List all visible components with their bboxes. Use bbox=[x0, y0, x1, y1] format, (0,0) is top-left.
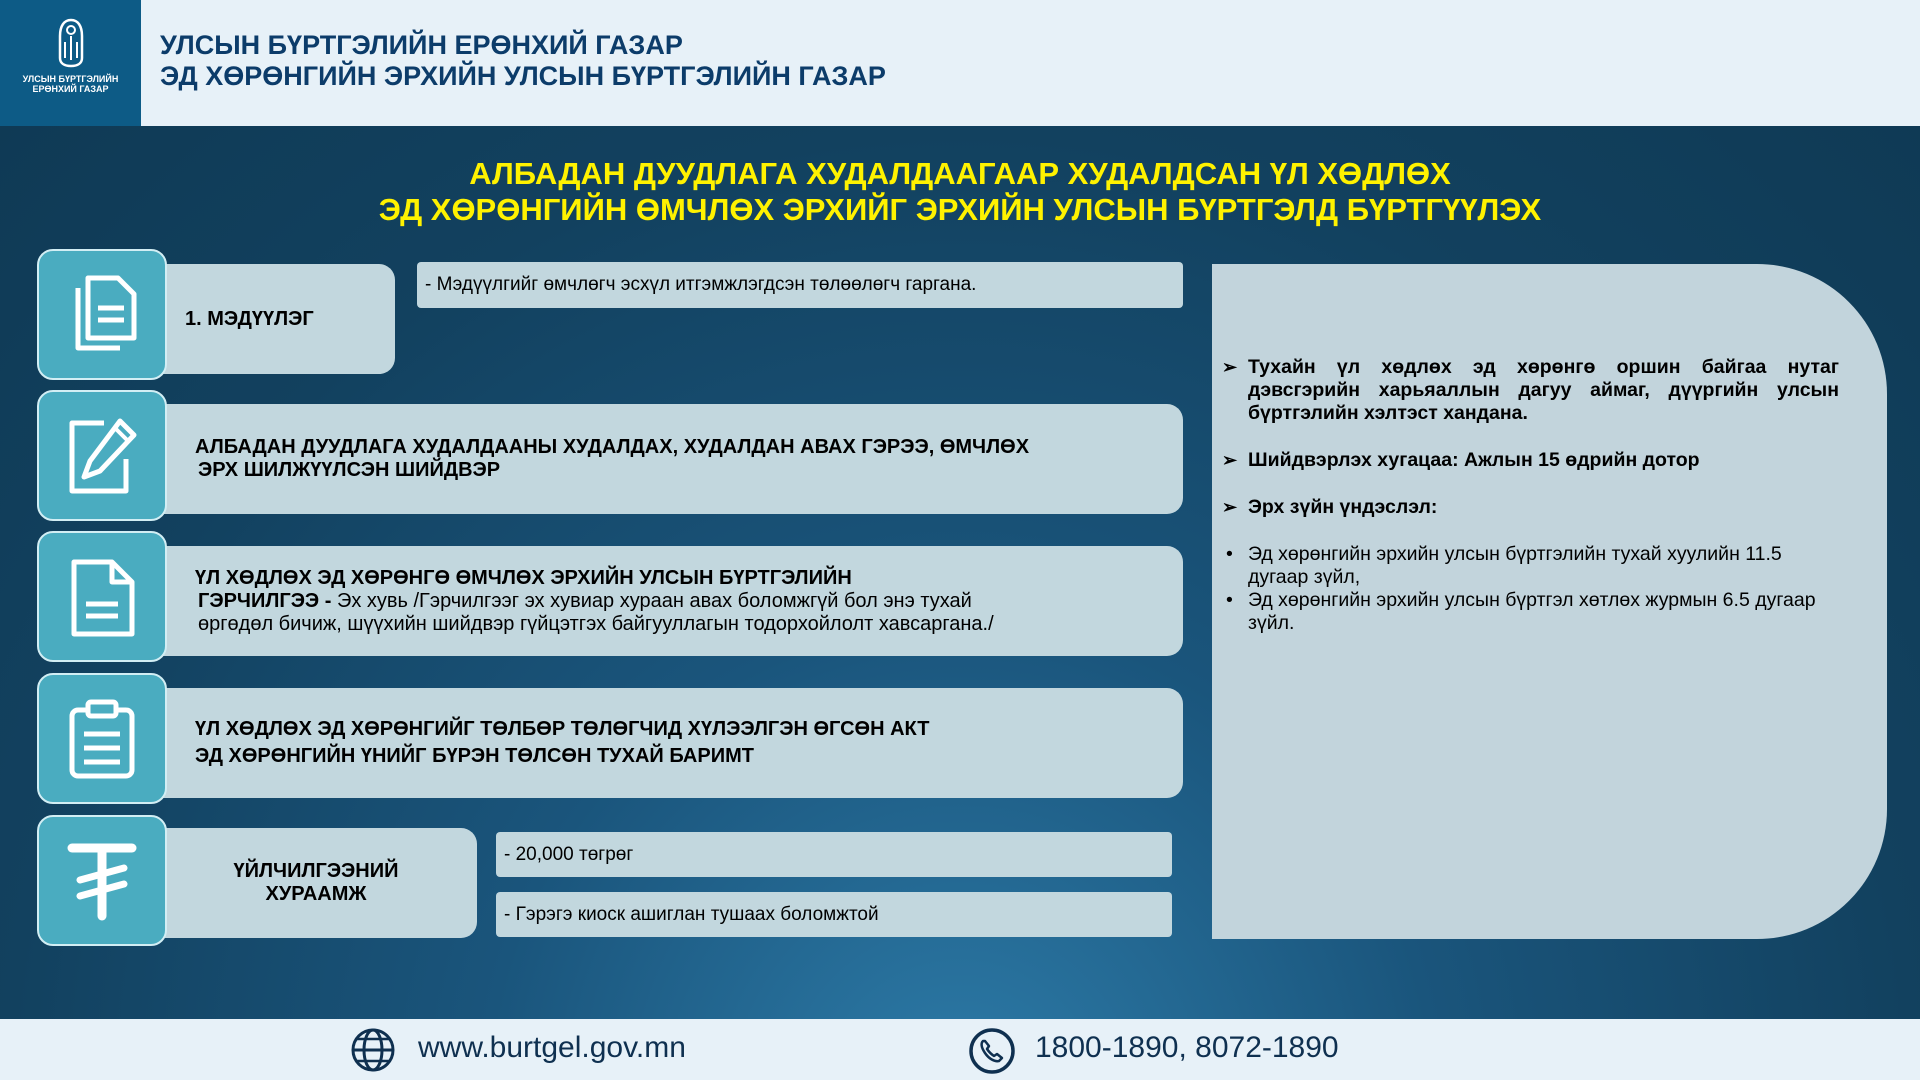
organization-names bbox=[160, 30, 886, 92]
tugrik-icon bbox=[64, 840, 140, 922]
row4-line2: ЭД ХӨРӨНГИЙН ҮНИЙГ БҮРЭН ТӨЛСӨН ТУХАЙ БАРИМТ bbox=[195, 745, 754, 767]
row2-line2: ЭРХ ШИЛЖҮҮЛСЭН ШИЙДВЭР bbox=[198, 459, 501, 481]
org-name-1: УЛСЫН БҮРТГЭЛИЙН ЕРӨНХИЙ ГАЗАР bbox=[160, 30, 683, 60]
phone-icon bbox=[968, 1027, 1016, 1075]
kiosk-note: - Гэрэгэ киоск ашиглан тушаах боломжтой bbox=[496, 892, 1172, 937]
row5-label-line1: ҮЙЛЧИЛГЭЭНИЙ bbox=[233, 860, 399, 882]
row2-box bbox=[155, 404, 1183, 514]
service-fee: - 20,000 төгрөг bbox=[496, 832, 1172, 877]
row3-icon-tile bbox=[37, 531, 167, 662]
row4-line1: ҮЛ ХӨДЛӨХ ЭД ХӨРӨНГИЙГ ТӨЛБӨР ТӨЛӨГЧИД ХҮЛЭЭЛГЭН ӨГСӨН АКТ bbox=[195, 718, 930, 740]
row3-line1: ҮЛ ХӨДЛӨХ ЭД ХӨРӨНГӨ ӨМЧЛӨХ ЭРХИЙН УЛСЫН БҮРТГЭЛИЙН bbox=[195, 566, 852, 589]
clipboard-icon bbox=[64, 698, 140, 780]
logo[interactable] bbox=[0, 0, 141, 126]
info-panel bbox=[1212, 264, 1887, 939]
row1-label-box bbox=[155, 264, 395, 374]
row4-box bbox=[155, 688, 1183, 798]
logo-text: УЛСЫН БҮРТГЭЛИЙН ЕРӨНХИЙ ГАЗАР bbox=[22, 74, 119, 94]
row3-line3: өргөдөл бичиж, шүүхийн шийдвэр гүйцэтгэх байгууллагын тодорхойлолт хавсаргана./ bbox=[198, 612, 994, 635]
row5-label-box bbox=[155, 828, 477, 938]
arrow-bullet-icon: ➢ bbox=[1222, 357, 1238, 377]
footer bbox=[0, 1019, 1920, 1080]
row1-label: 1. МЭДҮҮЛЭГ bbox=[185, 307, 314, 330]
main-panel bbox=[0, 126, 1920, 1019]
row5-icon-tile bbox=[37, 815, 167, 946]
file-icon bbox=[64, 556, 140, 638]
org-name-2: ЭД ХӨРӨНГИЙН ЭРХИЙН УЛСЫН БҮРТГЭЛИЙН ГАЗАР bbox=[160, 61, 886, 91]
dot-bullet-icon: • bbox=[1226, 589, 1233, 611]
page-title: АЛБАДАН ДУУДЛАГА ХУДАЛДААГААР ХУДАЛДСАН ҮЛ ХӨДЛӨХ ЭД ХӨРӨНГИЙН ӨМЧЛӨХ ЭРХИЙГ ЭРХИЙН УЛСЫН БҮРТГЭЛД БҮРТГҮҮЛЭХ bbox=[378, 156, 1542, 227]
documents-icon bbox=[64, 274, 140, 356]
row3-line2: ГЭРЧИЛГЭЭ - Эх хувь /Гэрчилгээг эх хувиар хураан авах боломжгүй бол энэ тухай bbox=[198, 589, 972, 612]
row1-note: - Мэдүүлгийг өмчлөгч эсхүл итгэмжлэгдсэн төлөөлөгч гаргана. bbox=[417, 262, 1183, 308]
phone-number[interactable]: 1800-1890, 8072-1890 bbox=[1035, 1031, 1339, 1064]
info-item-office: ➢ Тухайн үл хөдлөх эд хөрөнгө оршин байгаа нутаг дэвсгэрийн харьяаллын дагуу аймаг, дүүргийн улсын бүртгэлийн хэлтэст хандана. bbox=[1222, 356, 1839, 424]
website-link[interactable]: www.burtgel.gov.mn bbox=[418, 1031, 686, 1064]
law-item: • Эд хөрөнгийн эрхийн улсын бүртгэлийн тухай хуулийн 11.5 дугаар зүйл, bbox=[1222, 543, 1839, 589]
law-item: • Эд хөрөнгийн эрхийн улсын бүртгэл хөтлөх журмын 6.5 дугаар зүйл. bbox=[1222, 589, 1839, 635]
info-item-deadline: ➢ Шийдвэрлэх хугацаа: Ажлын 15 өдрийн дотор bbox=[1222, 449, 1700, 471]
emblem-icon bbox=[56, 18, 86, 68]
row5-label-line2: ХУРААМЖ bbox=[265, 883, 367, 905]
globe-icon bbox=[350, 1027, 396, 1073]
header bbox=[0, 0, 1920, 126]
edit-document-icon bbox=[64, 415, 140, 497]
arrow-bullet-icon: ➢ bbox=[1222, 450, 1238, 470]
row2-icon-tile bbox=[37, 390, 167, 521]
info-item-legal-basis: ➢ Эрх зүйн үндэслэл: bbox=[1222, 496, 1438, 518]
arrow-bullet-icon: ➢ bbox=[1222, 497, 1238, 517]
dot-bullet-icon: • bbox=[1226, 543, 1233, 565]
row2-line1: АЛБАДАН ДУУДЛАГА ХУДАЛДААНЫ ХУДАЛДАХ, ХУДАЛДАН АВАХ ГЭРЭЭ, ӨМЧЛӨХ bbox=[195, 436, 1030, 458]
row4-icon-tile bbox=[37, 673, 167, 804]
row3-box bbox=[155, 546, 1183, 656]
row1-icon-tile bbox=[37, 249, 167, 380]
